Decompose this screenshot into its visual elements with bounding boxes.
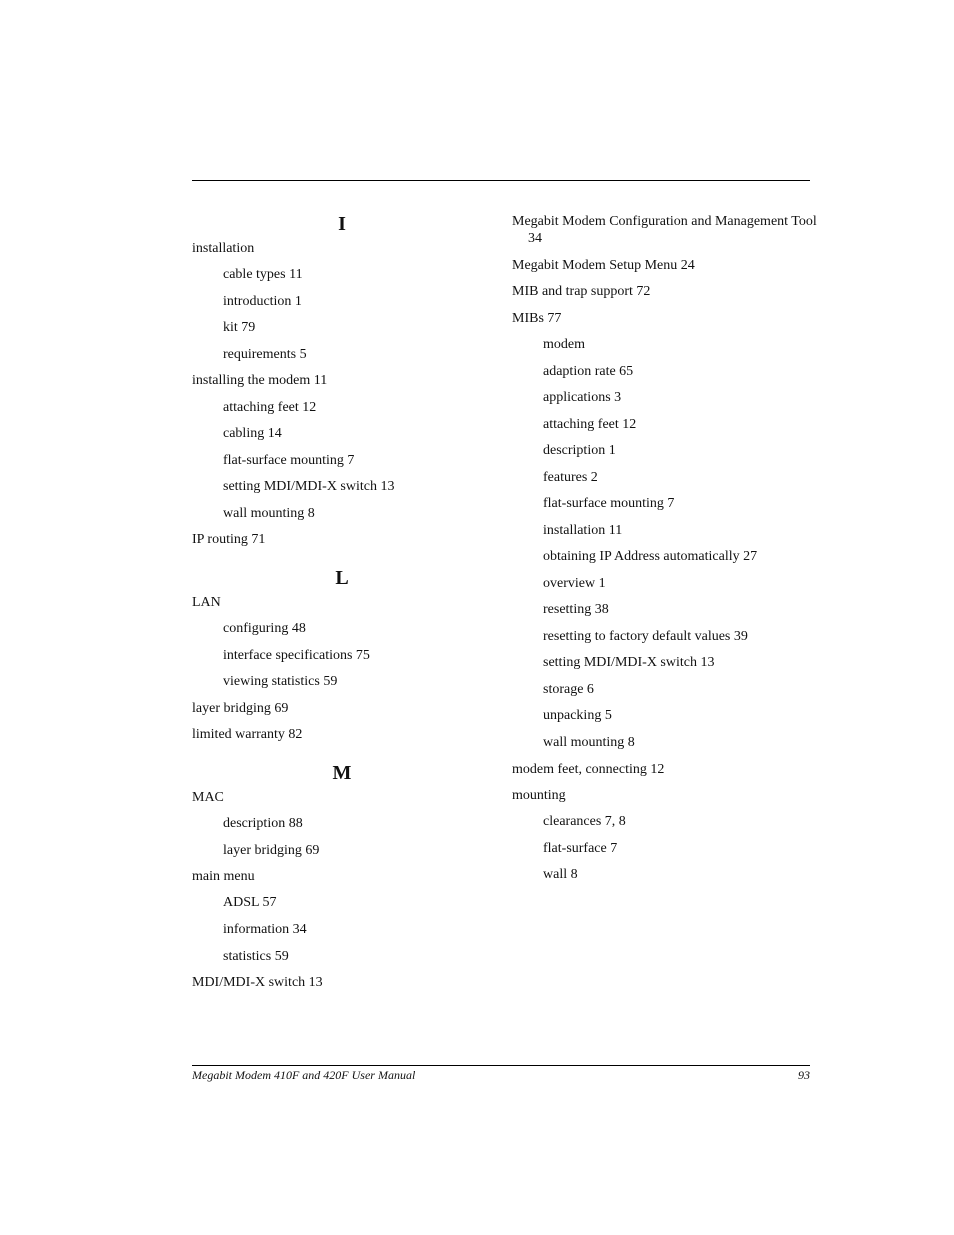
index-subentry: overview 1 [543, 576, 606, 591]
index-subentry: applications 3 [543, 390, 622, 405]
index-subentry: viewing statistics 59 [223, 674, 338, 689]
index-subentry: unpacking 5 [543, 708, 612, 723]
index-subentry: description 1 [543, 443, 616, 458]
index-subentry: cabling 14 [223, 426, 282, 441]
index-subentry: flat-surface 7 [543, 841, 618, 856]
index-entry: MIB and trap support 72 [512, 284, 651, 299]
index-subentry: storage 6 [543, 682, 594, 697]
index-entry: MDI/MDI-X switch 13 [192, 975, 323, 990]
index-entry: modem feet, connecting 12 [512, 762, 665, 777]
index-subentry: resetting 38 [543, 602, 609, 617]
index-subentry: interface specifications 75 [223, 648, 370, 663]
index-subentry: obtaining IP Address automatically 27 [543, 549, 758, 564]
index-subentry: flat-surface mounting 7 [223, 453, 355, 468]
index-subentry: description 88 [223, 816, 303, 831]
index-subentry: attaching feet 12 [543, 417, 637, 432]
index-entry: Megabit Modem Configuration and Management Tool 34 [512, 214, 817, 246]
index-subentry: ADSL 57 [223, 895, 277, 910]
index-subentry: clearances 7, 8 [543, 814, 626, 829]
index-subentry: resetting to factory default values 39 [543, 629, 748, 644]
index-subentry: wall mounting 8 [223, 506, 315, 521]
index-subentry: information 34 [223, 922, 307, 937]
section-letter-m: M [332, 762, 352, 784]
page-number: 93 [798, 1068, 810, 1082]
index-entry: installation [192, 241, 255, 256]
index-entry: IP routing 71 [192, 532, 266, 547]
index-subentry: configuring 48 [223, 621, 306, 636]
index-entry: LAN [192, 595, 221, 610]
index-subentry: kit 79 [223, 320, 256, 335]
index-entry: Megabit Modem Setup Menu 24 [512, 258, 695, 273]
index-subentry: installation 11 [543, 523, 623, 538]
footer-rule [192, 1065, 810, 1066]
index-subentry: introduction 1 [223, 294, 302, 309]
index-subentry: adaption rate 65 [543, 364, 634, 379]
index-entry: mounting [512, 788, 566, 803]
header-rule [192, 180, 810, 181]
index-entry: MIBs 77 [512, 311, 562, 326]
index-subentry: attaching feet 12 [223, 400, 317, 415]
index-subentry: wall mounting 8 [543, 735, 635, 750]
index-entry: installing the modem 11 [192, 373, 328, 388]
index-entry: layer bridging 69 [192, 701, 289, 716]
index-subentry: setting MDI/MDI-X switch 13 [543, 655, 715, 670]
section-letter-l: L [335, 567, 349, 589]
footer-title: Megabit Modem 410F and 420F User Manual [192, 1068, 416, 1082]
index-subentry: statistics 59 [223, 949, 289, 964]
index-subentry: cable types 11 [223, 267, 303, 282]
section-letter-i: I [338, 213, 346, 235]
index-subentry: wall 8 [543, 867, 578, 882]
index-subentry: modem [543, 337, 585, 352]
index-entry: limited warranty 82 [192, 727, 303, 742]
index-subentry: features 2 [543, 470, 598, 485]
index-entry: MAC [192, 790, 224, 805]
index-subentry: flat-surface mounting 7 [543, 496, 675, 511]
index-subentry: setting MDI/MDI-X switch 13 [223, 479, 395, 494]
index-subentry: layer bridging 69 [223, 843, 320, 858]
index-subentry: requirements 5 [223, 347, 307, 362]
index-entry: main menu [192, 869, 255, 884]
